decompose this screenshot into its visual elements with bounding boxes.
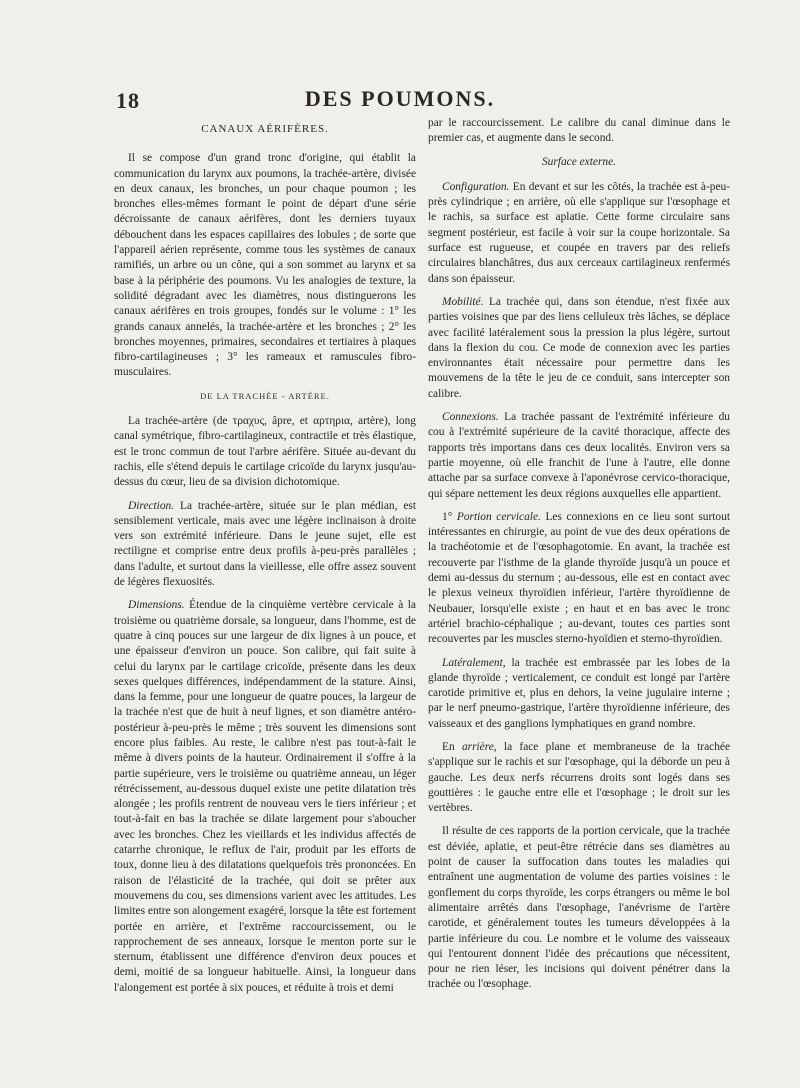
connexions-paragraph: [428, 410, 730, 502]
lateralement-paragraph: [428, 656, 730, 732]
configuration-text: En devant et sur les côtés, la trachée est à-peu-près cylindrique ; en arrière, où elle s'applique sur l'œsophage et le rachis, sa surface est aplatie. Cette forme circulaire sans segment postérieur, est facile à voir sur la coupe horizontale. Sa surface est rugueuse, et coupée en travers par des reliefs circulaires blanchâtres, dus aux cerceaux cartilagineux renfermés dans son épaisseur.: [428, 180, 730, 285]
direction-paragraph: [114, 499, 416, 591]
mobilite-label: Mobilité.: [442, 295, 484, 308]
lateral-label: Latéralement,: [442, 656, 506, 669]
dimensions-paragraph: [114, 598, 416, 996]
configuration-paragraph: [428, 180, 730, 287]
configuration-label: Configuration.: [442, 180, 510, 193]
connexions-text: La trachée passant de l'extrémité inférieure du cou à l'extrémité supérieure de la cavité thoracique, affecte des rapports très importans dans ces deux localités. Environ vers sa partie moyenne, où elle franchit de l'une à l'autre, elle donne attache par sa surface convexe à l'aponévrose cervico-thoracique, qui sépare nettement les deux régions auxquelles elle appartient.: [428, 411, 730, 500]
mobilite-paragraph: [428, 295, 730, 402]
portion-cervicale-paragraph: [428, 510, 730, 648]
direction-text: La trachée-artère, située sur le plan médian, est sensiblement verticale, mais avec une légère inclinaison à droite vers son extrémité inférieure. Dans le jeune sujet, elle est rectiligne et comprise entre deux profils à-peu-près parallèles ; dans l'adulte, et surtout dans la vieillesse, elle offre assez souvent de légères flexuosités.: [114, 499, 416, 589]
portion-label: Portion cervicale.: [456, 510, 541, 523]
intro-paragraph: Il se compose d'un grand tronc d'origine, qui établit la communication du larynx aux poumons, la trachée-artère, divisée en deux canaux, les bronches, un pour chaque poumon ; les bronches elles-mêmes formant le point de départ d'une série décroissante de canaux aérifères, dont les derniers tuyaux débouchent dans les espaces capillaires des lobules ; de sorte que l'appareil aérien représente, comme tous les systèmes de canaux ramifiés, un arbre ou un cône, qui a son sommet au larynx et sa base à la périphérie des poumons. Vu les analogies de texture, la solidité dégradant avec les diamètres, nous distinguerons les canaux aérifères en trois groupes, fondés sur le volume : 1° les grands canaux annelés, la trachée-artère et les bronches ; 2° les bronches moyennes, primaires, secondaires et tertiaires à plaques fibro-cartilagineuses ; 3° les rameaux et ramuscules fibro-musculaires.: [114, 152, 416, 379]
page-number: 18: [116, 88, 140, 113]
arriere-prefix: En: [442, 740, 462, 753]
mobilite-text: La trachée qui, dans son étendue, n'est fixée aux parties voisines que par des liens celluleux très lâches, se déplace avec facilité latéralement sous la pression la plus légère, surtout dans la flexion du cou. Ce mode de connexion avec les parties environnantes était nécessaire pour permettre dans les mouvemens de la tête le jeu de ce conduit, sans intercepter son calibre.: [428, 295, 730, 400]
section-title: CANAUX AÉRIFÈRES.: [201, 123, 329, 135]
connexions-label: Connexions.: [442, 411, 499, 424]
arriere-text: la face plane et membraneuse de la trachée s'applique sur le rachis et sur l'œsophage, qui la déborde un peu à gauche. Les deux nerfs récurrens droits sont logés dans ses gouttières : le gauche entre elle et l'œsophage ; le droit sur les vertèbres.: [428, 740, 730, 815]
continuation-paragraph: par le raccourcissement. Le calibre du canal diminue dans le premier cas, et augmente dans le second.: [428, 117, 730, 145]
right-column: [428, 116, 730, 1001]
arriere-paragraph: [428, 740, 730, 816]
subsection-title: DE LA TRACHÉE - ARTÈRE.: [200, 390, 330, 401]
portion-text: Les connexions en ce lieu sont surtout intéressantes en chirurgie, au point de vue des deux opérations de la trachéotomie et de l'œsophagotomie. En avant, la trachée est recouverte par l'isthme de la glande thyroïde jusqu'à un pouce et demi au-dessus du sternum ; au-dessous, elle est en contact avec le plexus veineux thyroïdien inférieur, l'artère thyroïdienne de Neubauer, lorsqu'elle existe ; en haut et en bas avec le tronc artériel brachio-céphalique ; au-devant, toutes ces parties sont recouvertes par les muscles sterno-hyoïdien et sterno-thyroïdien.: [428, 510, 730, 646]
running-title: DES POUMONS.: [304, 86, 496, 111]
left-column: [114, 118, 416, 1004]
dimensions-label: Dimensions.: [128, 599, 185, 612]
portion-prefix: 1°: [442, 510, 457, 523]
direction-label: Direction.: [128, 499, 175, 512]
arriere-label: arrière,: [461, 740, 497, 753]
conclusion-paragraph: Il résulte de ces rapports de la portion cervicale, que la trachée est déviée, aplatie, et peut-être rétrécie dans ses diamètres au point de causer la suffocation dans toutes les maladies qui entraînent une augmentation de volume des parties voisines : le gonflement du corps thyroïde, les corps étrangers ou même le bol alimentaire arrêtés dans l'œsophage, l'anévrisme de l'artère carotide, et généralement toutes les tumeurs développées à la partie inférieure du cou. Le nombre et le volume des vaisseaux qui l'entourent donnent l'idée des précautions que nécessitent, pour ne rien léser, les incisions qui doivent pénétrer dans la trachée ou l'œsophage.: [428, 825, 730, 991]
lateral-text: la trachée est embrassée par les lobes de la glande thyroïde ; verticalement, ce conduit est longé par l'artère carotide primitive et, plus en dehors, la veine jugulaire interne ; par le nerf pneumo-gastrique, l'artère thyroïdienne inférieure, des vaisseaux et des ganglions lymphatiques en grand nombre.: [428, 656, 730, 730]
trachea-paragraph: La trachée-artère (de τραχυς, âpre, et αρτηρια, artère), long canal symétrique, fibro-cartilagineux, contractile et très élastique, est le tronc commun de tout l'arbre aérifère. Située au-devant du rachis, elle s'étend depuis le cartilage cricoïde du larynx jusqu'au-dessus du cœur, lieu de sa division dichotomique.: [114, 415, 416, 489]
surface-heading: Surface externe.: [541, 155, 616, 168]
dimensions-text: Étendue de la cinquième vertèbre cervicale à la troisième ou quatrième dorsale, sa longueur, dans l'homme, est de quatre à cinq pouces sur une largeur de dix lignes à un pouce, et une épaisseur d'environ un pouce. Son calibre, qui fait suite à celui du larynx par le cartilage cricoïde, présente dans les deux sexes quelques différences, indépendamment de la stature. Ainsi, dans la femme, pour une longueur de quatre pouces, la largeur de la trachée n'est que de huit à neuf lignes, et son diamètre antéro-postérieur à-peu-près le même ; très souvent les dimensions sont encore plus faibles. Au reste, le calibre n'est pas tout-à-fait le même à divers points de la hauteur. Ordinairement il s'offre à la partie supérieure, vers le troisième ou quatrième anneau, un léger rétrécissement, au-dessous duquel existe une petite dilatation très alongée ; les profils rentrent de nouveau vers le tiers inférieur ; et tout-à-fait en bas la trachée se dilate largement pour s'aboucher avec les bronches. Chez les vieillards et les individus affectés de catarrhe chronique, le reflux de l'air, produit par les efforts de toux, donne lieu à des dilatations quelquefois très prononcées. En raison de l'élasticité de la trachée, qui doit se prêter aux mouvemens du cou, ses dimensions varient avec les attitudes. Les limites entre son alongement exagéré, lorsque la tête est fortement portée en arrière, et l'extrême raccourcissement, ou le rapprochement de ses anneaux, lorsque le menton porte sur le sternum, établissent une différence d'environ deux pouces et demi, moitié de sa longueur habituelle. Ainsi, la longueur dans l'alongement est portée à six pouces, et réduite à trois et demi: [114, 599, 416, 994]
